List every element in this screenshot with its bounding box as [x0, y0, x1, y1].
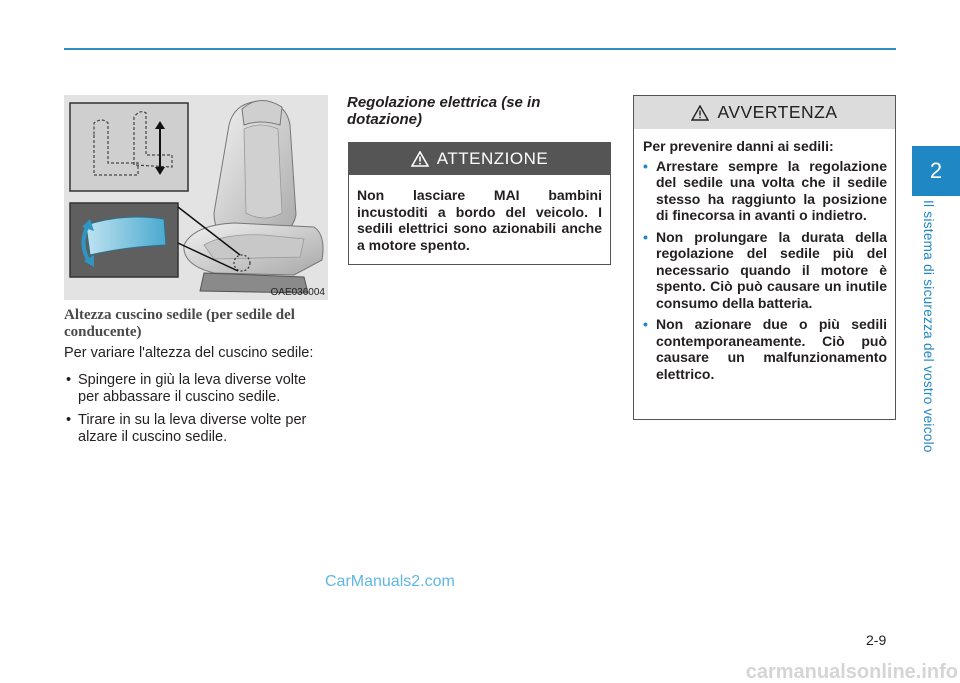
bullet-icon: •: [643, 228, 648, 245]
chapter-tab[interactable]: [912, 146, 960, 196]
footer-watermark: [600, 661, 960, 683]
page-number: 2-9: [866, 632, 887, 648]
chapter-number: 2: [929, 158, 943, 183]
attention-title: ATTENZIONE: [436, 149, 549, 168]
attention-box: [348, 142, 611, 265]
list-item: [643, 229, 887, 312]
instruction-list: [64, 372, 325, 446]
attention-text: Non lasciare MAI bambini incustoditi a bordo del veicolo. I sedili elettrici sono azionabili anche a motore spento.: [357, 187, 602, 253]
warning-list: [643, 158, 887, 383]
warning-triangle-icon: [411, 151, 429, 167]
bullet-icon: •: [66, 412, 72, 428]
footer-watermark-text: carmanualsonline.info: [745, 661, 958, 683]
section-caption: Altezza cuscino sedile (per sedile del conducente): [64, 307, 295, 340]
list-item: [643, 158, 887, 224]
header-rule: [64, 48, 896, 50]
list-item: [643, 316, 887, 382]
list-item-text: Non prolungare la durata della regolazione del sedile più del necessario quando il motore è spento. Ciò può causare un inutile consumo della batteria.: [656, 228, 887, 311]
bullet-icon: •: [643, 316, 648, 332]
bullet-icon: •: [66, 372, 72, 388]
warning-triangle-icon: [691, 105, 709, 121]
seat-illustration-icon: [64, 95, 328, 300]
list-item-text: Arrestare sempre la regolazione del sedile una volta che il sedile stesso ha raggiunto la posizione di finecorsa in avanti o indietro.: [656, 157, 887, 223]
left-body: [64, 345, 325, 452]
bullet-icon: •: [643, 157, 648, 174]
list-item: [64, 412, 325, 446]
watermark-link[interactable]: CarManuals2.com: [325, 573, 455, 590]
list-item-text: Non azionare due o più sedili contemporaneamente. Ciò può causare un malfunzionamento elettrico.: [656, 316, 887, 382]
warning-title: AVVERTENZA: [717, 102, 838, 122]
attention-header: [349, 143, 610, 175]
section-heading: Regolazione elettrica (se in dotazione): [347, 94, 541, 128]
warning-intro: Per prevenire danni ai sedili:: [643, 138, 834, 154]
list-item-text: Spingere in giù la leva diverse volte per abbassare il cuscino sedile.: [78, 372, 307, 405]
side-chapter-title-text: Il sistema di sicurezza del vostro veicolo: [921, 200, 936, 453]
figure-code: OAE036004: [270, 287, 325, 298]
intro-text: Per variare l'altezza del cuscino sedile:: [64, 345, 314, 361]
seat-illustration: [64, 95, 328, 300]
warning-box: [633, 95, 896, 420]
list-item-text: Tirare in su la leva diverse volte per alzare il cuscino sedile.: [78, 412, 307, 445]
warning-content: [634, 129, 895, 382]
list-item: [64, 372, 325, 406]
warning-header: [634, 96, 895, 129]
